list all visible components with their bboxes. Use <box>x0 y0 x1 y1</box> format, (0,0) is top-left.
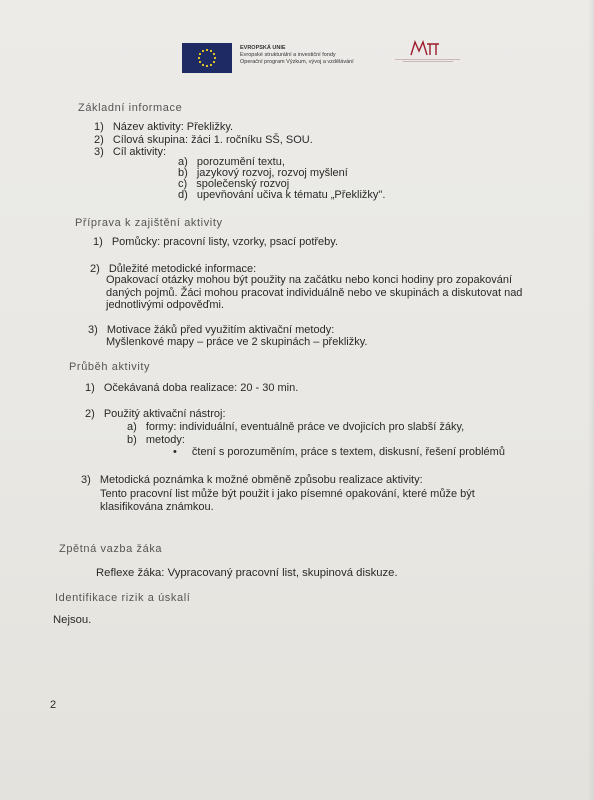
item-number: 1) <box>94 121 104 133</box>
page-number: 2 <box>50 699 57 711</box>
sub-item <box>127 421 464 433</box>
sub-text: formy: individuální, eventuálně práce ve dvojicích pro slabší žáky, <box>145 421 465 433</box>
paragraph-line: daných pojmů. Žáci mohou pracovat individuálně nebo ve skupinách a diskutovat nad <box>106 287 523 299</box>
eu-header-text <box>240 45 354 66</box>
item-title: Důležité metodické informace: <box>108 263 257 275</box>
list-item <box>85 408 226 420</box>
list-item <box>94 146 166 158</box>
item-text: Očekávaná doba realizace: 20 - 30 min. <box>103 382 299 394</box>
paragraph-line: Myšlenkové mapy – práce ve 2 skupinách – překližky. <box>106 336 368 348</box>
goal-letter: b) <box>178 167 188 179</box>
msmt-subtitle-lines <box>395 59 460 65</box>
sub-item <box>127 434 185 446</box>
eu-stars-icon <box>182 43 232 73</box>
item-title: Motivace žáků před využitím aktivační metody: <box>106 324 335 336</box>
item-text: Pomůcky: pracovní listy, vzorky, psací potřeby. <box>111 236 339 248</box>
list-item <box>85 382 298 394</box>
item-title: Metodická poznámka k možné obměně způsobu realizace aktivity: <box>99 474 423 486</box>
item-text: Název aktivity: Překližky. <box>112 121 234 133</box>
eu-line-1: Evropské strukturální a investiční fondy <box>240 52 336 58</box>
goal-letter: c) <box>178 178 188 190</box>
list-item <box>93 236 338 248</box>
section-heading-zpetna: Zpětná vazba žáka <box>59 543 163 555</box>
goal-text: upevňování učiva k tématu „Překližky". <box>196 189 386 201</box>
item-title: Použitý aktivační nástroj: <box>103 408 226 420</box>
item-number: 2) <box>85 408 95 420</box>
goal-text: společenský rozvoj <box>196 178 290 190</box>
section-heading-zakladni: Základní informace <box>78 102 183 114</box>
goal-text: jazykový rozvoj, rozvoj myšlení <box>196 167 348 179</box>
section-heading-priprava: Příprava k zajištění aktivity <box>75 217 223 229</box>
goal-letter: a) <box>178 156 188 168</box>
paragraph-line: Reflexe žáka: Vypracovaný pracovní list, skupinová diskuze. <box>96 567 398 579</box>
list-item <box>81 474 423 486</box>
item-number: 1) <box>85 382 95 394</box>
item-number: 3) <box>81 474 91 486</box>
goal-item <box>178 189 385 201</box>
sub-letter: a) <box>127 421 137 433</box>
paragraph-line: jednotlivými odpověďmi. <box>106 299 225 311</box>
item-number: 2) <box>90 263 100 275</box>
item-text: Cíl aktivity: <box>112 146 167 158</box>
item-number: 3) <box>88 324 98 336</box>
paragraph-line: klasifikována známkou. <box>100 501 214 513</box>
bullet-text: čtení s porozuměním, práce s textem, diskusní, řešení problémů <box>191 446 505 458</box>
eu-line-2: Operační program Výzkum, vývoj a vzdělávání <box>240 59 354 65</box>
eu-title: EVROPSKÁ UNIE <box>240 45 286 51</box>
item-text: Cílová skupina: žáci 1. ročníku SŠ, SOU. <box>112 134 313 146</box>
section-heading-prubeh: Průběh aktivity <box>69 361 151 373</box>
list-item <box>94 134 313 146</box>
paragraph-line: Tento pracovní list může být použit i jako písemné opakování, které může být <box>100 488 475 500</box>
item-number: 3) <box>94 146 104 158</box>
sub-letter: b) <box>127 434 137 446</box>
goal-letter: d) <box>178 189 188 201</box>
paragraph-line: Opakovací otázky mohou být použity na začátku nebo konci hodiny pro zopakování <box>106 274 513 286</box>
item-number: 2) <box>94 134 104 146</box>
bullet-icon: • <box>173 446 177 458</box>
eu-flag-logo <box>182 43 232 73</box>
bullet-item <box>173 446 505 458</box>
msmt-logo-icon <box>410 39 440 57</box>
list-item <box>94 121 233 133</box>
list-item <box>88 324 334 336</box>
paragraph-line: Nejsou. <box>53 614 92 626</box>
page-edge-shadow <box>588 0 594 800</box>
item-number: 1) <box>93 236 103 248</box>
section-heading-rizika: Identifikace rizik a úskalí <box>55 592 191 604</box>
sub-text: metody: <box>145 434 185 446</box>
goal-text: porozumění textu, <box>196 156 285 168</box>
